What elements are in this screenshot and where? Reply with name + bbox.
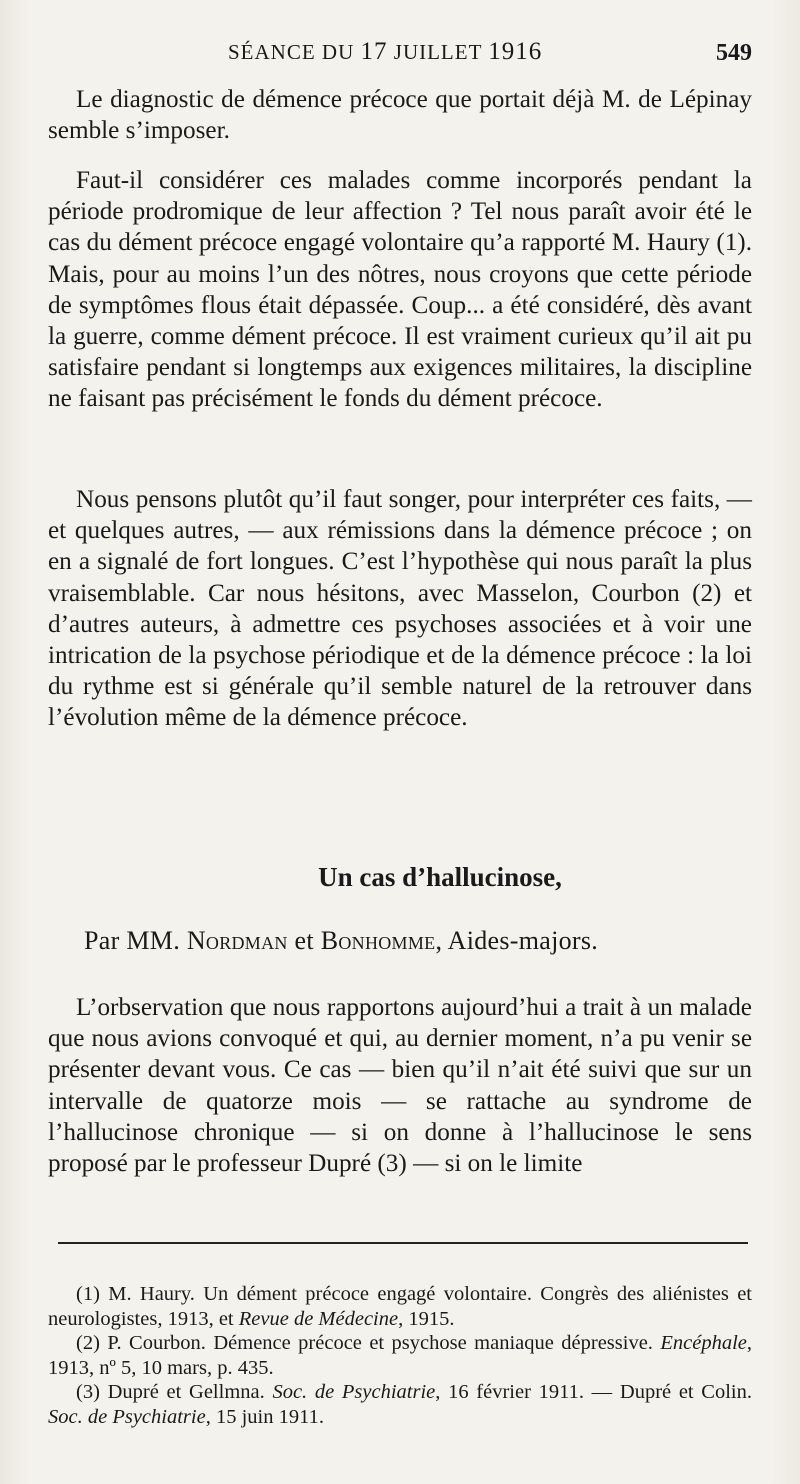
footnote-journal: Encéphale [660, 1332, 747, 1354]
footnote-1 [48, 1282, 752, 1331]
running-head [48, 38, 752, 74]
footnote-text: (3) Dupré et Gellmna. [76, 1381, 273, 1403]
footnote-2 [48, 1331, 752, 1380]
footnote-journal: Soc. de Psychiatrie [272, 1381, 436, 1403]
running-head-prefix: SÉANCE DU [228, 40, 355, 64]
footnote-text: , 16 février 1911. — Dupré et Colin. [435, 1381, 752, 1403]
footnote-text: (2) P. Courbon. Démence précoce et psychose maniaque dépressive. [76, 1332, 661, 1354]
footnote-text: , 1913, nº 5, 10 mars, p. 435. [48, 1332, 752, 1379]
author-nordman: Nordman [186, 926, 288, 955]
footnote-journal: Revue de Médecine [238, 1307, 399, 1330]
footnote-text: , 15 juin 1911. [205, 1405, 324, 1428]
paragraph-observation [48, 992, 752, 1179]
author-bonhomme: Bonhomme [320, 926, 436, 955]
running-head-day: 17 [360, 38, 388, 65]
paragraph-remissions [48, 484, 752, 734]
paragraph-prodromique [48, 165, 752, 415]
paragraph-text: Nous pensons plutôt qu’il faut songer, pour interpréter ces faits, — et quelques autres, — aux rémissions dans la démence précoce ; on en a signalé de fort longues. C’est l’hypothèse qui nous paraît la plus vraisemblable. Car nous hésitons, avec Masselon, Courbon (2) et d’autres auteurs, à admettre ces psychoses associées et à voir une intrication de la psychose périodique et de la démence précoce : la loi du rythme est si générale qu’il semble naturel de la retrouver dans l’évolution même de la démence précoce. [48, 486, 752, 732]
paragraph-text: L’orbservation que nous rapportons aujourd’hui a trait à un malade que nous avions convoqué et qui, au dernier moment, n’a pu venir se présenter devant vous. Ce cas — bien qu’il n’ait été suivi que sur un intervalle de quatorze mois — se rattache au syndrome de l’hallucinose chronique — si on donne à l’hallucinose le sens proposé par le professeur Dupré (3) — si on le limite [48, 994, 752, 1178]
running-head-month: JUILLET [393, 40, 483, 64]
paragraph-diagnostic [48, 84, 752, 146]
byline-prefix: Par MM. [84, 926, 180, 955]
article-byline [48, 926, 752, 956]
running-head-year: 1916 [488, 38, 543, 65]
paragraph-text: Le diagnostic de démence précoce que portait déjà M. de Lépinay semble s’imposer. [48, 86, 752, 145]
footnote-journal: Soc. de Psychiatrie [48, 1405, 206, 1428]
article-heading: Un cas d’hallucinose, [318, 862, 562, 892]
footnote-divider [58, 1242, 748, 1244]
page-number: 549 [716, 40, 752, 66]
footnote-text: (1) M. Haury. Un dément précoce engagé volontaire. Congrès des aliénistes et neurologistes, 1913, et [48, 1283, 752, 1330]
footnote-text: , 1915. [398, 1307, 455, 1330]
running-head-title [228, 38, 542, 66]
paragraph-text: Faut-il considérer ces malades comme incorporés pendant la période prodromique de leur affection ? Tel nous paraît avoir été le cas du dément précoce engagé volontaire qu’a rapporté M. Haury (1). Mais, pour au moins l’un des nôtres, nous croyons que cette période de symptômes flous était dépassée. Coup... a été considéré, dès avant la guerre, comme dément précoce. Il est vraiment curieux qu’il ait pu satisfaire pendant si longtemps aux exigences militaires, la discipline ne faisant pas précisément le fonds du dément précoce. [48, 167, 752, 413]
footnote-3 [48, 1380, 752, 1429]
footnotes [48, 1282, 752, 1429]
byline-suffix: , Aides-majors. [435, 926, 599, 955]
byline-and: et [294, 926, 314, 955]
